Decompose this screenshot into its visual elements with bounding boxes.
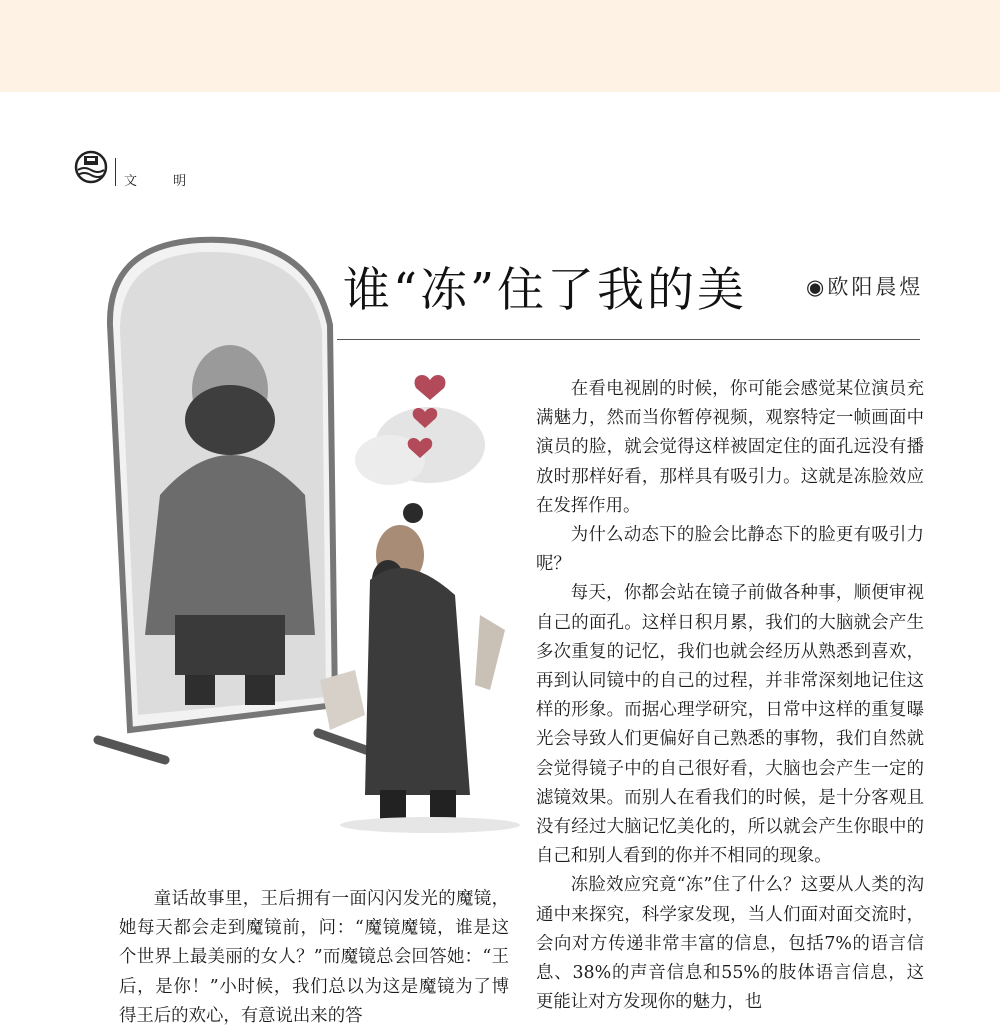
paragraph: 童话故事里，王后拥有一面闪闪发光的魔镜，她每天都会走到魔镜前，问：“魔镜魔镜，谁是这个世界上最美丽的女人？”而魔镜总会回答她：“王后，是你！”小时候，我们总以为这是魔镜为了博得王后的欢心，有意说出来的答	[119, 889, 509, 1026]
paragraph: 冻脸效应究竟“冻”住了什么？这要从人类的沟通中来探究，科学家发现，当人们面对面交流时，会向对方传递非常丰富的信息，包括7%的语言信息、38%的声音信息和55%的肢体语言信息，这更能让对方发现你的魅力，也	[536, 875, 924, 1013]
right-text-column	[536, 375, 924, 1017]
mirror-illustration	[90, 235, 520, 835]
paragraph: 为什么动态下的脸会比静态下的脸更有吸引力呢？	[536, 525, 924, 575]
left-text-column	[119, 885, 509, 1031]
section-label: 文 明	[124, 174, 203, 189]
article-title: 谁“冻”住了我的美	[343, 263, 748, 318]
section-emblem-icon	[74, 150, 108, 184]
top-band	[0, 0, 1000, 92]
section-divider	[115, 158, 116, 186]
paragraph: 每天，你都会站在镜子前做各种事，顺便审视自己的面孔。这样日积月累，我们的大脑就会产生多次重复的记忆，我们也就会经历从熟悉到喜欢，再到认同镜中的自己的过程，并非常深刻地记住这样的形象。而据心理学研究，日常中这样的重复曝光会导致人们更偏好自己熟悉的事物，我们自然就会觉得镜子中的自己很好看，大脑也会产生一定的滤镜效果。而别人在看我们的时候，是十分客观且没有经过大脑记忆美化的，所以就会产生你眼中的自己和别人看到的你并不相同的现象。	[536, 583, 924, 867]
paragraph: 在看电视剧的时候，你可能会感觉某位演员充满魅力，然而当你暂停视频，观察特定一帧画面中演员的脸，就会觉得这样被固定住的面孔远没有播放时那样好看，那样具有吸引力。这就是冻脸效应在发挥作用。	[536, 379, 924, 516]
article-author: ◉欧阳晨煜	[806, 275, 924, 299]
title-divider	[337, 339, 920, 340]
